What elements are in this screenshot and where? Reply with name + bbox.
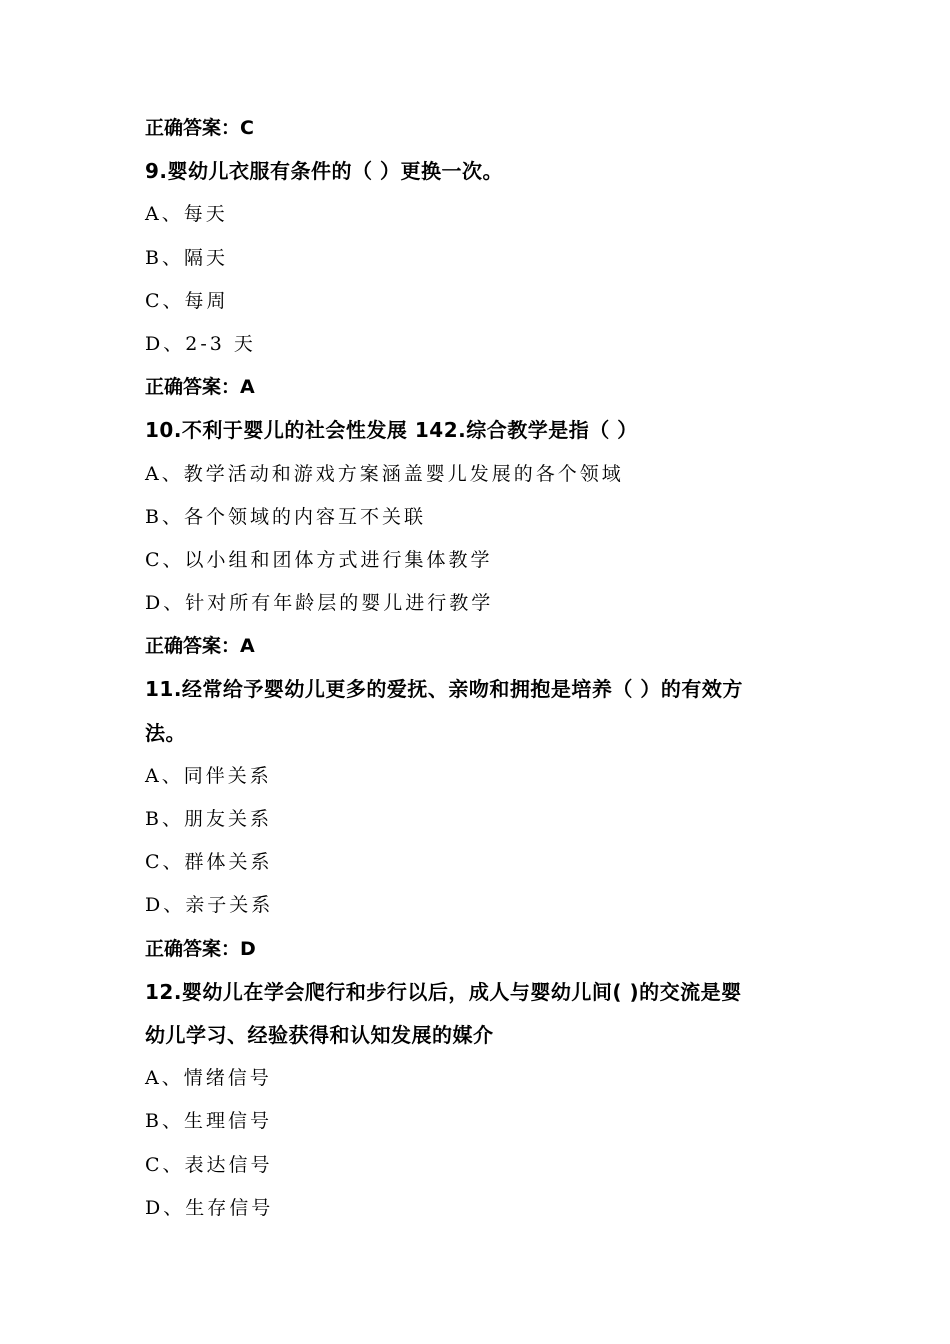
- q12-option-b: B、生理信号: [145, 1110, 272, 1133]
- q12-option-d: D、生存信号: [145, 1196, 274, 1219]
- q12-option-c: C、表达信号: [145, 1153, 273, 1176]
- question-12-text-line-2: 幼儿学习、经验获得和认知发展的媒介: [145, 1022, 494, 1047]
- q9-option-a: A、每天: [145, 203, 228, 226]
- correct-answer-q10: 正确答案：A: [145, 635, 255, 658]
- q9-option-d: D、2-3 天: [145, 332, 256, 355]
- correct-answer-q9: 正确答案：A: [145, 376, 255, 399]
- q9-option-b: B、隔天: [145, 246, 228, 269]
- q11-option-d: D、亲子关系: [145, 894, 274, 917]
- q10-option-c: C、以小组和团体方式进行集体教学: [145, 548, 493, 571]
- q10-option-b: B、各个领域的内容互不关联: [145, 505, 426, 528]
- q11-option-c: C、群体关系: [145, 851, 273, 874]
- q11-option-b: B、朋友关系: [145, 808, 272, 830]
- document-page: [145, 107, 825, 1230]
- correct-answer-q8: 正确答案：C: [145, 117, 254, 139]
- question-10-text: 10.不利于婴儿的社会性发展 142.综合教学是指（ ）: [145, 418, 638, 443]
- question-11-text-line-2: 法。: [145, 720, 186, 745]
- q12-option-a: A、情绪信号: [145, 1067, 272, 1090]
- correct-answer-q11: 正确答案：D: [145, 937, 256, 960]
- question-12-text-line-1: 12.婴幼儿在学会爬行和步行以后，成人与婴幼儿间( )的交流是婴: [145, 979, 742, 1004]
- question-9-text: 9.婴幼儿衣服有条件的（ ）更换一次。: [145, 159, 503, 184]
- q10-option-d: D、针对所有年龄层的婴儿进行教学: [145, 592, 494, 615]
- q11-option-a: A、同伴关系: [145, 764, 272, 787]
- q10-option-a: A、教学活动和游戏方案涵盖婴儿发展的各个领域: [145, 462, 624, 485]
- question-11-text-line-1: 11.经常给予婴幼儿更多的爱抚、亲吻和拥抱是培养（ ）的有效方: [145, 677, 743, 702]
- q9-option-c: C、每周: [145, 289, 229, 312]
